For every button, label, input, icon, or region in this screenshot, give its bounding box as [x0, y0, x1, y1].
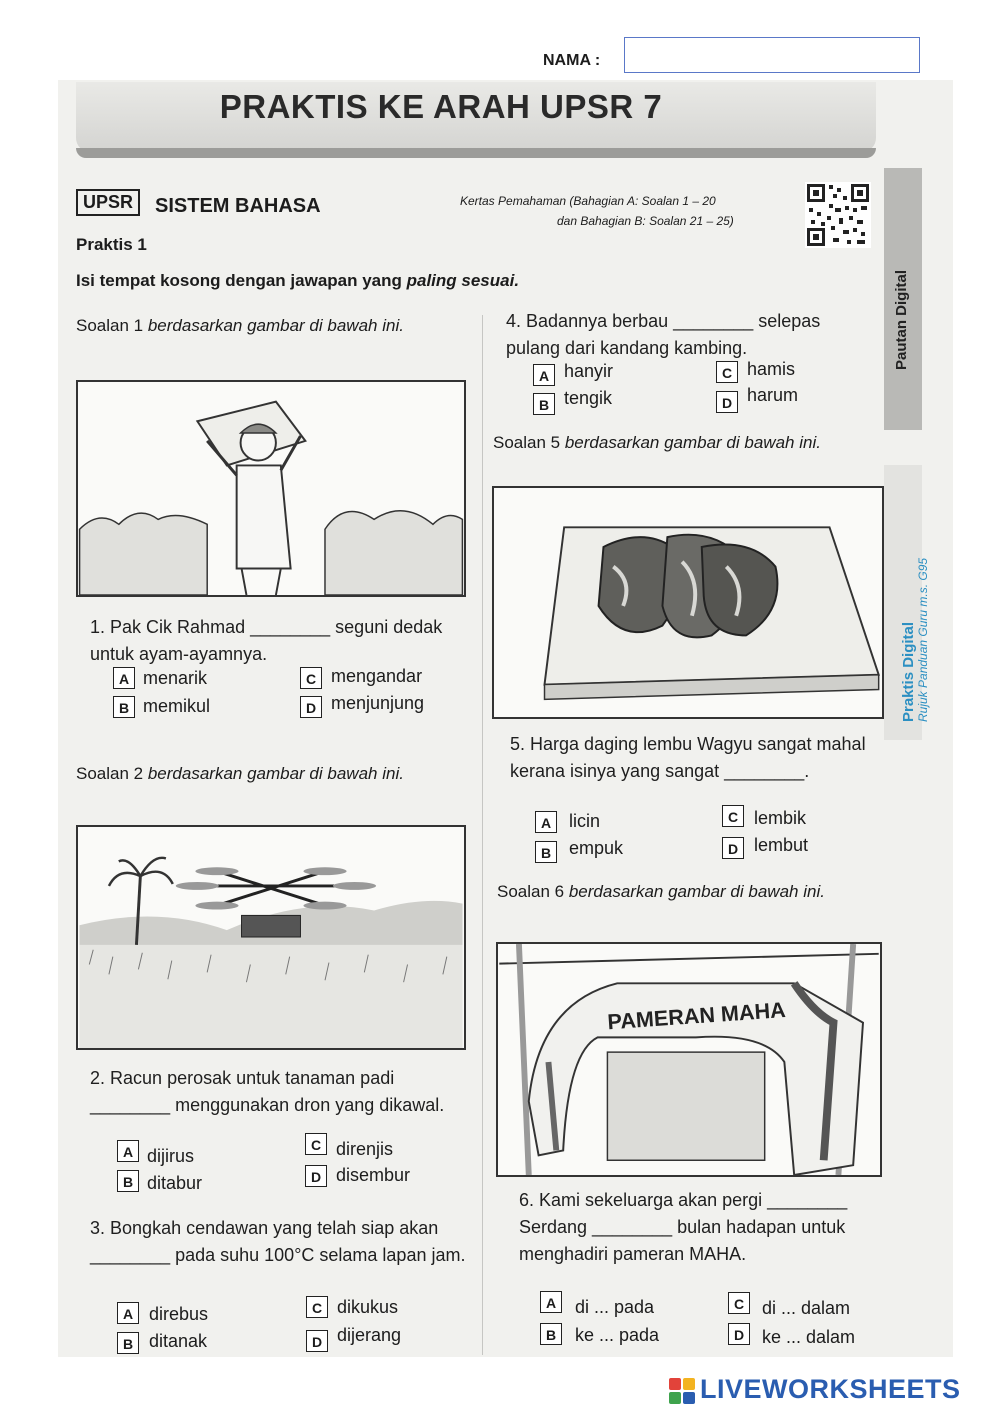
- instruction: [76, 271, 519, 291]
- q1-option-a[interactable]: menarik: [143, 668, 208, 688]
- title-banner-shadow: [76, 148, 876, 158]
- q1-option-d[interactable]: menjunjung: [331, 693, 425, 713]
- page-title: PRAKTIS KE ARAH UPSR 7: [219, 88, 663, 125]
- q2-option-c-box[interactable]: C: [305, 1133, 327, 1155]
- q5-option-b[interactable]: empuk: [569, 838, 624, 858]
- q6-stem: Kami sekeluarga akan pergi ________ Serdang ________ bulan hadapan untuk menghadiri pameran MAHA.: [519, 1190, 848, 1264]
- q1-picture-farmer: [76, 380, 466, 597]
- name-label: NAMA :: [543, 52, 601, 69]
- q6-intro-rest: berdasarkan gambar di bawah ini.: [568, 882, 825, 901]
- q2-picture-drone: [76, 825, 466, 1050]
- q4-option-c-box[interactable]: C: [716, 361, 738, 383]
- q3-option-d-box[interactable]: D: [306, 1330, 328, 1352]
- q1-option-c-box[interactable]: C: [300, 667, 322, 689]
- liveworksheets-logo-icon: [669, 1378, 695, 1404]
- qr-code-icon: [805, 182, 871, 248]
- q6-option-b-box[interactable]: B: [540, 1323, 562, 1345]
- q2-intro-rest: berdasarkan gambar di bawah ini.: [147, 764, 404, 783]
- q6-intro: [497, 879, 887, 905]
- q5-option-c-box[interactable]: C: [722, 805, 744, 827]
- q1-stem: Pak Cik Rahmad ________ seguni dedak untuk ayam-ayamnya.: [90, 617, 443, 664]
- q5-option-a[interactable]: licin: [569, 811, 601, 831]
- q4-option-a-box[interactable]: A: [533, 364, 555, 386]
- q5-picture-beef: [492, 486, 884, 719]
- q2-stem: Racun perosak untuk tanaman padi ________ menggunakan dron yang dikawal.: [90, 1068, 445, 1115]
- q4-option-b-box[interactable]: B: [533, 393, 555, 415]
- q4-option-c[interactable]: hamis: [747, 359, 796, 379]
- q5-intro: [493, 430, 883, 456]
- q2-option-a[interactable]: dijirus: [147, 1146, 195, 1166]
- q6-option-d-box[interactable]: D: [728, 1323, 750, 1345]
- q3-option-b[interactable]: ditanak: [149, 1331, 208, 1351]
- q5-option-a-box[interactable]: A: [535, 811, 557, 833]
- q1-number: 1.: [90, 617, 106, 637]
- q2-option-c[interactable]: direnjis: [336, 1139, 394, 1159]
- q3-option-a-box[interactable]: A: [117, 1302, 139, 1324]
- liveworksheets-brand[interactable]: LIVEWORKSHEETS: [700, 1374, 961, 1404]
- upsr-tag: UPSR: [76, 189, 140, 216]
- column-divider: [482, 315, 483, 1355]
- q4-option-d[interactable]: harum: [747, 385, 799, 405]
- digital-practice-label: Praktis Digital: [900, 621, 917, 722]
- q1-intro-bold: Soalan 1: [76, 316, 148, 335]
- q2-number: 2.: [90, 1068, 106, 1088]
- paper-info-line-2: dan Bahagian B: Soalan 21 – 25): [557, 214, 734, 228]
- exhibition-sign: PAMERAN MAHA: [606, 996, 787, 1035]
- q2-option-b[interactable]: ditabur: [147, 1173, 203, 1193]
- q5-stem: Harga daging lembu Wagyu sangat mahal kerana isinya yang sangat ________.: [510, 734, 866, 781]
- q5-intro-bold: Soalan 5: [493, 433, 565, 452]
- q2-option-a-box[interactable]: A: [117, 1140, 139, 1162]
- q2-option-d-box[interactable]: D: [305, 1165, 327, 1187]
- q3-option-c[interactable]: dikukus: [337, 1297, 399, 1317]
- q3-option-a[interactable]: direbus: [149, 1304, 209, 1324]
- q6-option-c[interactable]: di ... dalam: [762, 1298, 851, 1318]
- q1-option-c[interactable]: mengandar: [331, 666, 423, 686]
- q4-text: [506, 308, 878, 362]
- name-input[interactable]: [624, 37, 920, 73]
- q3-option-c-box[interactable]: C: [306, 1296, 328, 1318]
- section-name: SISTEM BAHASA: [155, 195, 321, 217]
- q6-picture-exhibition: [496, 942, 882, 1177]
- q2-option-d[interactable]: disembur: [336, 1165, 411, 1185]
- q6-option-c-box[interactable]: C: [728, 1292, 750, 1314]
- q5-option-b-box[interactable]: B: [535, 841, 557, 863]
- q2-intro-bold: Soalan 2: [76, 764, 148, 783]
- q4-option-b[interactable]: tengik: [564, 388, 613, 408]
- q1-option-b[interactable]: memikul: [143, 696, 211, 716]
- q1-intro: [76, 313, 466, 339]
- q1-option-b-box[interactable]: B: [113, 696, 135, 718]
- q3-option-d[interactable]: dijerang: [337, 1325, 402, 1345]
- digital-link-label: Pautan Digital: [893, 269, 910, 370]
- q5-number: 5.: [510, 734, 526, 754]
- q5-option-d-box[interactable]: D: [722, 837, 744, 859]
- instruction-emphasis: paling sesuai.: [406, 271, 520, 290]
- q2-intro: [76, 761, 466, 787]
- q6-option-d[interactable]: ke ... dalam: [762, 1327, 856, 1347]
- q3-text: [90, 1215, 470, 1269]
- q5-text: [510, 731, 885, 785]
- q3-number: 3.: [90, 1218, 106, 1238]
- q3-option-b-box[interactable]: B: [117, 1332, 139, 1354]
- paper-info-line-1: Kertas Pemahaman (Bahagian A: Soalan 1 – 20: [460, 194, 716, 208]
- q1-option-d-box[interactable]: D: [300, 696, 322, 718]
- q6-number: 6.: [519, 1190, 535, 1210]
- q4-stem: Badannya berbau ________ selepas pulang dari kandang kambing.: [506, 311, 821, 358]
- q2-text: [90, 1065, 466, 1119]
- q1-option-a-box[interactable]: A: [113, 667, 135, 689]
- q1-text: [90, 614, 466, 668]
- q4-number: 4.: [506, 311, 522, 331]
- instruction-text: Isi tempat kosong dengan jawapan yang: [76, 271, 407, 290]
- q5-option-d[interactable]: lembut: [754, 835, 809, 855]
- q5-intro-rest: berdasarkan gambar di bawah ini.: [564, 433, 821, 452]
- q4-option-d-box[interactable]: D: [716, 391, 738, 413]
- q4-option-a[interactable]: hanyir: [564, 361, 614, 381]
- q6-option-a[interactable]: di ... pada: [575, 1297, 655, 1317]
- q6-intro-bold: Soalan 6: [497, 882, 569, 901]
- q2-option-b-box[interactable]: B: [117, 1170, 139, 1192]
- q5-option-c[interactable]: lembik: [754, 808, 807, 828]
- q6-text: [519, 1187, 897, 1268]
- q1-intro-rest: berdasarkan gambar di bawah ini.: [147, 316, 404, 335]
- practice-label: Praktis 1: [76, 235, 147, 254]
- q6-option-a-box[interactable]: A: [540, 1291, 562, 1313]
- teacher-guide-reference: Rujuk Panduan Guru m.s. G95: [916, 557, 930, 722]
- q3-stem: Bongkah cendawan yang telah siap akan ________ pada suhu 100°C selama lapan jam.: [90, 1218, 466, 1265]
- q6-option-b[interactable]: ke ... pada: [575, 1325, 660, 1345]
